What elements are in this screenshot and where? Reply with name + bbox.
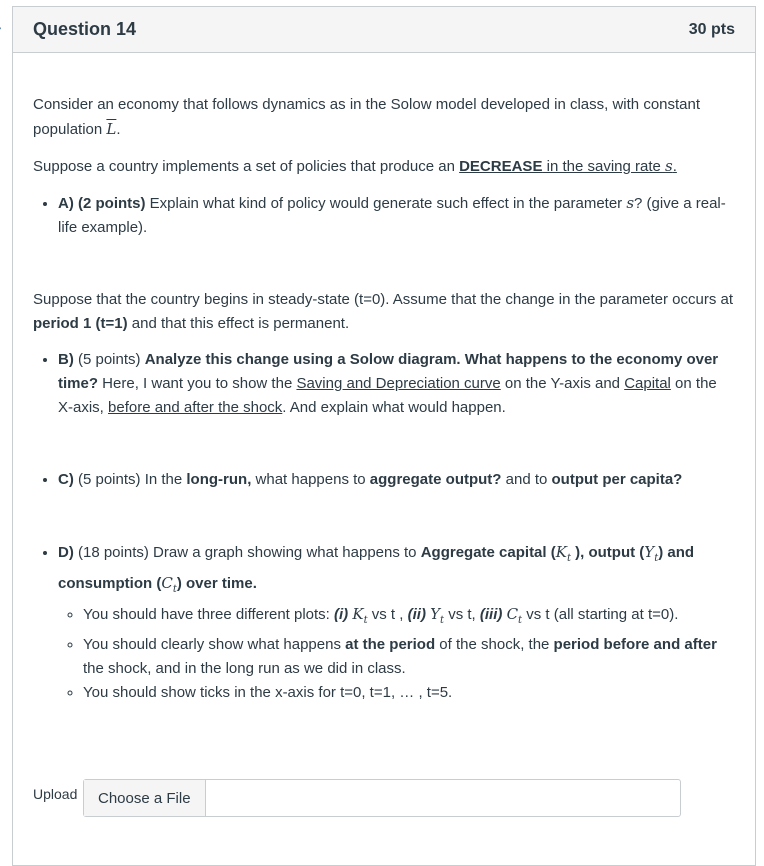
part-d-bold-2: ), output ( bbox=[570, 544, 645, 561]
part-b-text-1: Here, I want you to show the bbox=[98, 375, 297, 392]
part-a-list bbox=[33, 191, 735, 240]
part-d-sub-item-1: ◦ You should have three different plots: (i) $K_t$ vs t , (ii) $Y_t$ vs t, (iii) $C_t$ vs t (all starting at t=0). bbox=[83, 602, 735, 633]
part-d-label: D) bbox=[58, 544, 74, 561]
collapse-chevron-icon[interactable] bbox=[0, 20, 7, 34]
part-b-list bbox=[33, 348, 735, 420]
part-d-text-1: (18 points) Draw a graph showing what happens to bbox=[73, 544, 421, 561]
steady-state-paragraph bbox=[33, 288, 735, 336]
part-c-text-1: (5 points) In the bbox=[73, 471, 187, 488]
part-b-bold: Analyze this change using a Solow diagram. What happens to the economy over time? bbox=[58, 351, 719, 392]
part-d-bold-1: Aggregate capital ( bbox=[420, 544, 556, 561]
part-b-underline-1: Saving and Depreciation curve bbox=[296, 375, 501, 392]
saving-rate-symbol: s bbox=[665, 157, 673, 175]
part-b-underline-3: before and after the shock bbox=[108, 399, 283, 416]
policy-end: . bbox=[672, 158, 677, 175]
part-c-bold-2: aggregate output? bbox=[369, 471, 502, 488]
part-c-list bbox=[33, 468, 735, 492]
part-d-sub-item-3: ◦ You should show ticks in the x-axis for t=0, t=1, … , t=5. bbox=[83, 681, 735, 705]
steady-end: and that this effect is permanent. bbox=[127, 315, 350, 332]
part-c-text-3: and to bbox=[501, 471, 552, 488]
part-c-bold-3: output per capita? bbox=[551, 471, 683, 488]
part-b-text-3: on the X-axis, bbox=[58, 375, 717, 416]
part-d-item bbox=[58, 540, 735, 705]
part-d-list bbox=[33, 540, 735, 705]
policy-text: Suppose a country implements a set of policies that produce an bbox=[33, 158, 460, 175]
part-c-label: C) bbox=[58, 471, 74, 488]
part-b-text-4: . And explain what would happen. bbox=[282, 399, 506, 416]
file-input[interactable] bbox=[83, 779, 681, 817]
part-a-text-end: ? (give a real-life example). bbox=[58, 195, 726, 236]
part-a-s-symbol: s bbox=[626, 194, 635, 212]
c-symbol: $C_t$ bbox=[161, 574, 177, 595]
part-b-label: B) bbox=[58, 351, 74, 368]
part-c-text-2: what happens to bbox=[251, 471, 370, 488]
policy-paragraph bbox=[33, 154, 735, 179]
intro-paragraph bbox=[33, 93, 735, 142]
part-d-sublist bbox=[58, 602, 735, 705]
y-symbol: $Y_t$ bbox=[644, 543, 659, 564]
part-a-label: A) (2 points) bbox=[58, 195, 146, 212]
question-header bbox=[13, 7, 755, 53]
upload-row bbox=[33, 779, 681, 817]
k-symbol: $K_t$ bbox=[555, 543, 571, 564]
question-card bbox=[12, 6, 756, 866]
decrease-word: DECREASE bbox=[459, 158, 543, 175]
steady-text: Suppose that the country begins in steady-state (t=0). Assume that the change in the parameter occurs at bbox=[33, 291, 733, 308]
part-b-underline-2: Capital bbox=[624, 375, 671, 392]
part-b-item bbox=[58, 348, 735, 420]
part-d-bold-3: ) and consumption ( bbox=[58, 544, 695, 592]
population-symbol: $\overline{L}$ bbox=[106, 120, 117, 138]
part-b-text-2: on the Y-axis and bbox=[500, 375, 625, 392]
part-a-text: Explain what kind of policy would generate such effect in the parameter bbox=[145, 195, 627, 212]
intro-end: . bbox=[116, 121, 121, 138]
part-c-item bbox=[58, 468, 735, 492]
part-d-bold-4: ) over time. bbox=[176, 575, 257, 592]
upload-label: Upload bbox=[33, 786, 78, 802]
question-points: 30 pts bbox=[688, 20, 735, 38]
intro-text: Consider an economy that follows dynamics as in the Solow model developed in class, with constant population bbox=[33, 96, 701, 138]
question-body bbox=[13, 53, 755, 705]
part-a-item bbox=[58, 191, 735, 240]
part-b-points: (5 points) bbox=[73, 351, 145, 368]
policy-saving-rate: in the saving rate bbox=[542, 158, 666, 175]
steady-bold: period 1 (t=1) bbox=[33, 315, 128, 332]
part-d-sub-item-2: ◦ You should clearly show what happens at the period of the shock, the period before and after the shock, and in the long run as we did in class. bbox=[83, 633, 735, 681]
choose-file-button[interactable]: Choose a File bbox=[84, 780, 206, 816]
part-c-bold-1: long-run, bbox=[186, 471, 252, 488]
question-title: Question 14 bbox=[33, 19, 137, 39]
